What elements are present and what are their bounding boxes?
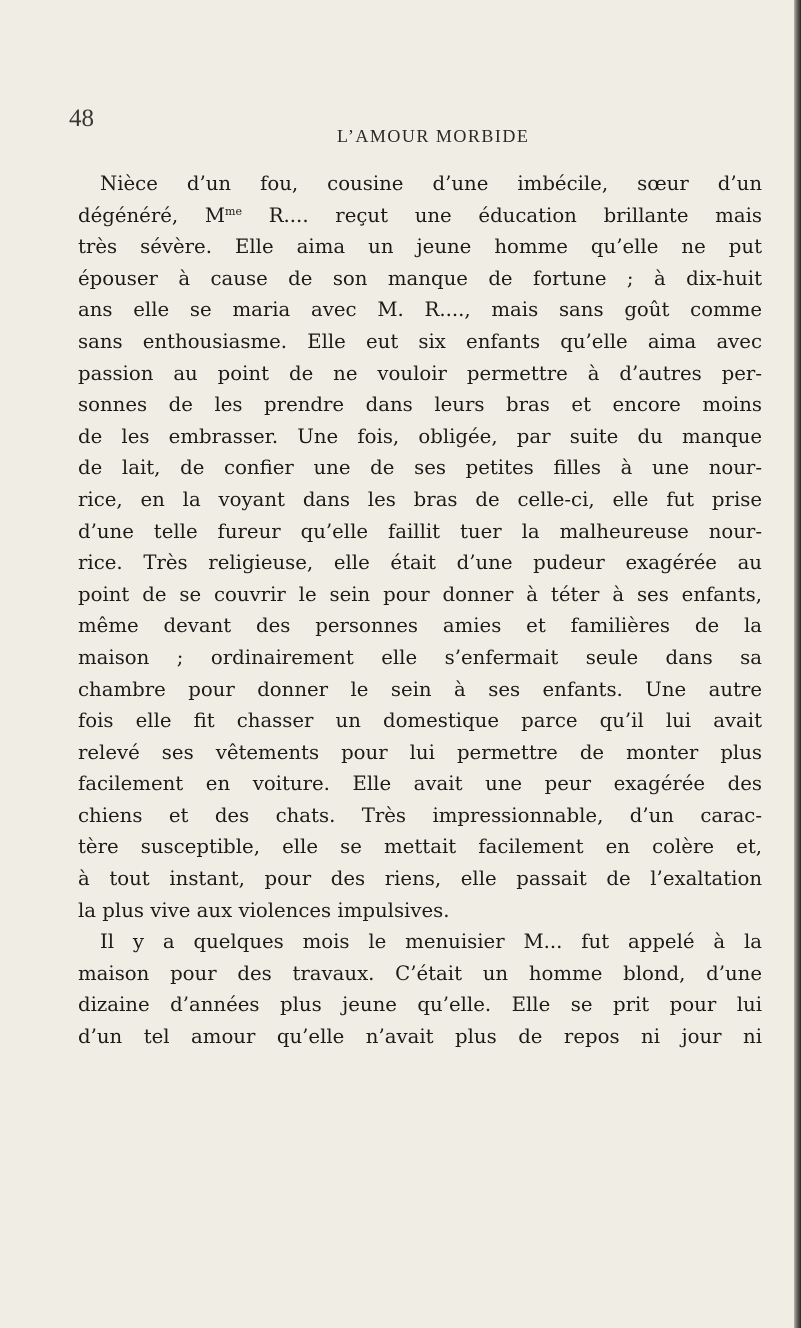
text-line: dizaine d’années plus jeune qu’elle. Elle se prit pour lui — [78, 993, 762, 1017]
text-line: chiens et des chats. Très impressionnable, d’un carac- — [78, 803, 762, 827]
text-line: chambre pour donner le sein à ses enfants. Une autre — [78, 677, 762, 701]
text-line: de les embrasser. Une fois, obligée, par suite du manque — [78, 424, 762, 448]
text-line: passion au point de ne vouloir permettre à d’autres per- — [78, 361, 762, 385]
text-line: facilement en voiture. Elle avait une peur exagérée des — [78, 772, 762, 796]
text-line: point de se couvrir le sein pour donner à téter à ses enfants, — [78, 582, 762, 606]
text-line: tère susceptible, elle se mettait facilement en colère et, — [78, 835, 762, 859]
text-line: maison pour des travaux. C’était un homme blond, d’une — [78, 961, 762, 985]
text-line: même devant des personnes amies et familières de la — [78, 614, 762, 638]
text-line: Il y a quelques mois le menuisier M... fut appelé à la — [100, 930, 762, 954]
text-line: ans elle se maria avec M. R...., mais sans goût comme — [78, 298, 762, 322]
text-line: d’un tel amour qu’elle n’avait plus de repos ni jour ni — [78, 1025, 762, 1049]
text-line-start: dégénéré, M — [78, 203, 226, 227]
text-line: d’une telle fureur qu’elle faillit tuer la malheureuse nour- — [78, 519, 762, 543]
text-line: maison ; ordinairement elle s’enfermait seule dans sa — [78, 645, 762, 669]
page-binding-edge — [794, 0, 801, 1328]
text-line-rest: R.... reçut une éducation brillante mais — [242, 203, 762, 227]
text-line: de lait, de confier une de ses petites filles à une nour- — [78, 456, 762, 480]
text-line: la plus vive aux violences impulsives. — [78, 898, 450, 922]
page-number: 48 — [69, 105, 94, 132]
text-line: fois elle fit chasser un domestique parce qu’il lui avait — [78, 709, 762, 733]
text-line: sonnes de les prendre dans leurs bras et encore moins — [78, 393, 762, 417]
text-line: à tout instant, pour des riens, elle passait de l’exaltation — [78, 867, 762, 891]
running-head: L’AMOUR MORBIDE — [337, 126, 530, 146]
text-line: relevé ses vêtements pour lui permettre de monter plus — [78, 740, 762, 764]
text-line: rice, en la voyant dans les bras de celle-ci, elle fut prise — [78, 487, 762, 511]
superscript: me — [225, 204, 242, 218]
text-line: très sévère. Elle aima un jeune homme qu’elle ne put — [78, 235, 762, 259]
text-line: sans enthousiasme. Elle eut six enfants qu’elle aima avec — [78, 329, 762, 353]
body-text — [78, 168, 762, 1053]
text-line: rice. Très religieuse, elle était d’une pudeur exagérée au — [78, 551, 762, 575]
text-line — [78, 200, 762, 232]
text-line: Nièce d’un fou, cousine d’une imbécile, sœur d’un — [100, 172, 762, 195]
text-line: épouser à cause de son manque de fortune ; à dix-huit — [78, 266, 762, 290]
